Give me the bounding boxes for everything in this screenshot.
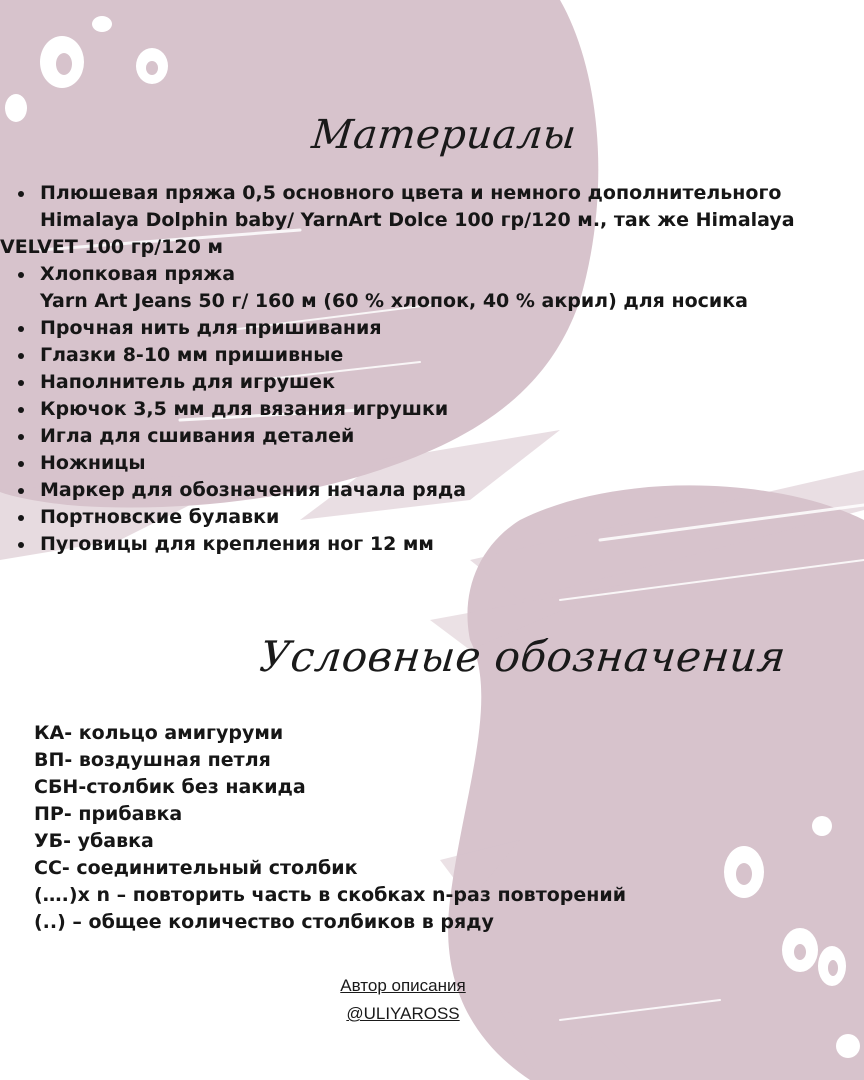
list-item-text: VELVET 100 гр/120 м: [0, 236, 223, 258]
list-item-text: Маркер для обозначения начала ряда: [40, 479, 467, 501]
list-item: [18, 531, 858, 558]
list-item-text: Крючок 3,5 мм для вязания игрушки: [40, 398, 449, 420]
legend-item: (..) – общее количество столбиков в ряду: [34, 911, 494, 933]
list-item-text: Плюшевая пряжа 0,5 основного цвета и немного дополнительного: [40, 182, 782, 204]
list-item: [18, 369, 858, 396]
list-item-text: Ножницы: [40, 452, 146, 474]
list-item-text: Пуговицы для крепления ног 12 мм: [40, 533, 434, 555]
list-item-text: Yarn Art Jeans 50 г/ 160 м (60 % хлопок, 40 % акрил) для носика: [40, 290, 748, 312]
list-item: [18, 423, 858, 450]
list-item: [18, 315, 858, 342]
list-item-text: Himalaya Dolphin baby/ YarnArt Dolce 100 гр/120 м., так же Himalaya: [40, 209, 795, 231]
list-item-text: Портновские булавки: [40, 506, 280, 528]
list-item: [18, 396, 858, 423]
legend-item: СС- соединительный столбик: [34, 857, 358, 879]
legend-item: СБН-столбик без накида: [34, 776, 306, 798]
legend-item: КА- кольцо амигуруми: [34, 722, 284, 744]
legend-heading: Условные обозначения: [257, 632, 789, 681]
list-item: [18, 477, 858, 504]
list-item-text: Хлопковая пряжа: [40, 263, 236, 285]
materials-heading: Материалы: [309, 112, 579, 158]
legend-list: [34, 720, 626, 936]
list-item: [0, 180, 858, 261]
list-item: [18, 261, 858, 315]
legend-item: УБ- убавка: [34, 830, 154, 852]
materials-list: [0, 180, 858, 558]
list-item: [18, 342, 858, 369]
list-item: [18, 450, 858, 477]
list-item-text: Игла для сшивания деталей: [40, 425, 355, 447]
legend-item: (….)х n – повторить часть в скобках n-раз повторений: [34, 884, 627, 906]
author-label: Автор описания: [340, 976, 466, 995]
legend-item: ПР- прибавка: [34, 803, 183, 825]
author-handle-link[interactable]: @ULIYAROSS: [346, 1004, 460, 1023]
list-item: [18, 504, 858, 531]
list-item-text: Наполнитель для игрушек: [40, 371, 335, 393]
list-item-text: Прочная нить для пришивания: [40, 317, 382, 339]
legend-item: ВП- воздушная петля: [34, 749, 271, 771]
list-item-text: Глазки 8-10 мм пришивные: [40, 344, 344, 366]
